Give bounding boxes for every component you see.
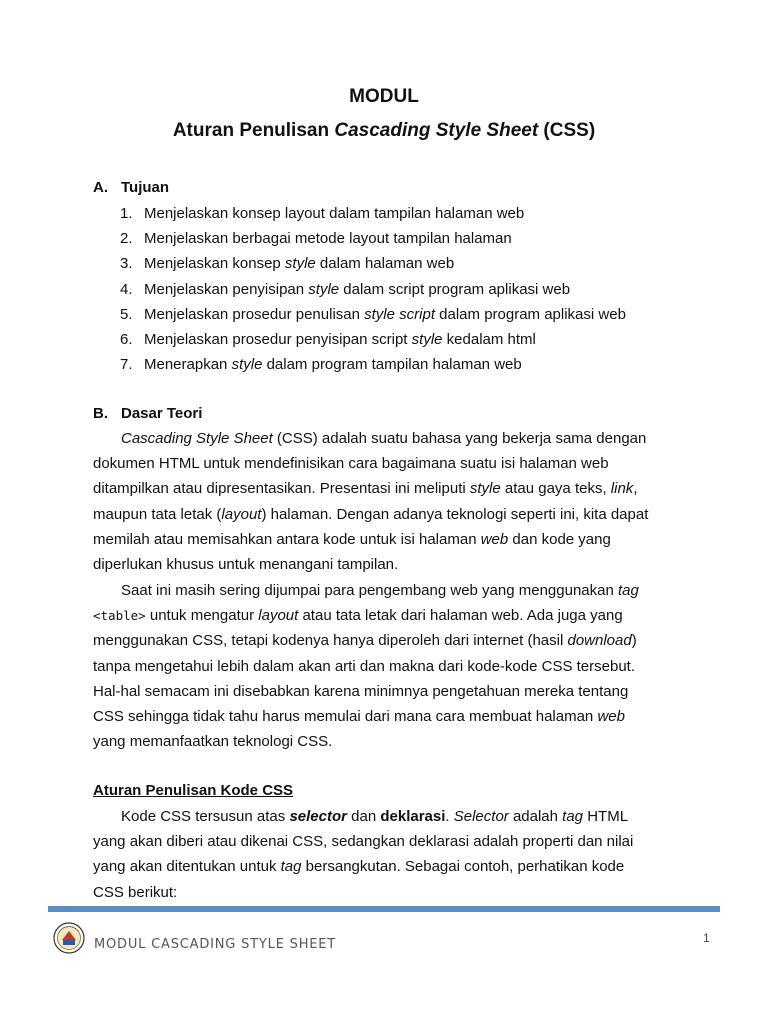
italic-term: style xyxy=(284,255,316,273)
text-run: diperlukan khusus untuk menangani tampilan. xyxy=(93,555,399,573)
text-run: yang memanfaatkan teknologi CSS. xyxy=(93,733,333,751)
italic-term: layout xyxy=(258,607,299,625)
section-b-heading xyxy=(93,405,202,422)
text-run: Menjelaskan konsep layout dalam tampilan halaman web xyxy=(144,205,525,222)
css-rules-paragraph xyxy=(93,804,673,905)
text-run: yang akan ditentukan untuk xyxy=(93,858,281,876)
text-run: atau tata letak dari halaman web. Ada juga yang xyxy=(298,607,623,625)
text-line xyxy=(93,854,673,879)
goal-item xyxy=(120,329,626,354)
section-a-heading xyxy=(93,179,169,196)
subtitle-suffix: (CSS) xyxy=(538,120,596,141)
goals-list xyxy=(120,203,626,379)
text-run: dokumen HTML untuk mendefinisikan cara bagaimana suatu isi halaman web xyxy=(93,455,609,473)
text-run: tanpa mengetahui lebih dalam akan arti dan makna dari kode-kode CSS tersebut. xyxy=(93,657,635,675)
text-run: dalam program tampilan halaman web xyxy=(262,356,522,374)
text-run: bersangkutan. Sebagai contoh, perhatikan kode xyxy=(301,858,625,876)
text-line xyxy=(93,603,673,628)
footer-rule xyxy=(48,906,720,912)
text-line xyxy=(93,829,673,854)
bold-term: deklarasi xyxy=(380,808,446,825)
subtitle-text: Aturan Penulisan xyxy=(172,120,335,141)
text-run: yang akan diberi atau dikenai CSS, sedangkan deklarasi adalah properti dan nilai xyxy=(93,833,634,851)
goal-item xyxy=(120,253,626,278)
text-run: ) halaman. Dengan adanya teknologi seperti ini, kita dapat xyxy=(261,505,649,523)
text-run: memilah atau memisahkan antara kode untuk isi halaman xyxy=(93,530,481,548)
section-a-label: A. xyxy=(93,179,108,196)
section-a-title: Tujuan xyxy=(121,179,170,196)
page-subtitle xyxy=(0,120,768,142)
text-run: Menjelaskan penyisipan xyxy=(144,280,309,298)
goal-item xyxy=(120,354,626,379)
goal-number: 4. xyxy=(120,280,133,298)
text-run: (CSS) adalah suatu bahasa yang bekerja sama dengan xyxy=(272,430,647,447)
italic-term: web xyxy=(597,707,625,725)
italic-term: style xyxy=(308,280,340,298)
italic-term: Selector xyxy=(453,808,509,825)
text-run: dalam script program aplikasi web xyxy=(339,280,571,298)
text-line xyxy=(93,426,673,451)
text-run: HTML xyxy=(583,808,629,825)
italic-term: Cascading Style Sheet xyxy=(121,430,273,447)
section-b-title: Dasar Teori xyxy=(121,405,203,422)
italic-term: style xyxy=(411,330,443,348)
bold-italic-term: selector xyxy=(289,808,347,825)
text-run: untuk mengatur xyxy=(145,607,259,625)
text-line xyxy=(93,880,673,905)
text-run: CSS berikut: xyxy=(93,883,178,901)
text-line xyxy=(93,729,673,754)
footer-title: MODUL CASCADING STYLE SHEET xyxy=(94,937,337,952)
text-line xyxy=(93,552,673,577)
text-run: dalam halaman web xyxy=(315,255,455,273)
page-number: 1 xyxy=(703,931,710,945)
text-run: , xyxy=(633,480,638,498)
text-line xyxy=(93,679,673,704)
text-line xyxy=(93,578,673,603)
text-run: dalam program aplikasi web xyxy=(435,305,626,323)
text-run: Hal-hal semacam ini disebabkan karena minimnya pengetahuan mereka tentang xyxy=(93,682,629,700)
text-run: dan xyxy=(346,808,381,825)
italic-term: tag xyxy=(280,858,302,876)
text-run: kedalam html xyxy=(442,330,536,348)
text-run: Menjelaskan prosedur penyisipan script xyxy=(144,330,412,348)
text-run: maupun tata letak ( xyxy=(93,505,222,523)
css-rules-heading: Aturan Penulisan Kode CSS xyxy=(93,782,294,799)
text-run: atau gaya teks, xyxy=(500,480,611,498)
text-run: Menjelaskan berbagai metode layout tampilan halaman xyxy=(144,230,512,248)
text-run: . xyxy=(445,808,454,825)
subtitle-emphasis: Cascading Style Sheet xyxy=(334,120,539,141)
text-run: Menjelaskan prosedur penulisan xyxy=(144,305,365,323)
goal-item xyxy=(120,304,626,329)
text-line xyxy=(93,502,673,527)
goal-number: 5. xyxy=(120,305,133,323)
italic-term: download xyxy=(567,632,632,650)
goal-number: 6. xyxy=(120,330,133,348)
text-line xyxy=(93,654,673,679)
text-run: Saat ini masih sering dijumpai para pengembang web yang menggunakan xyxy=(121,582,618,599)
text-run: CSS sehingga tidak tahu harus memulai dari mana cara membuat halaman xyxy=(93,707,598,725)
italic-term: link xyxy=(610,480,634,498)
italic-term: style xyxy=(469,480,501,498)
italic-term: style xyxy=(231,356,263,374)
italic-term: layout xyxy=(221,505,262,523)
goal-number: 3. xyxy=(120,255,133,273)
text-line xyxy=(93,451,673,476)
goal-item xyxy=(120,279,626,304)
text-run: ) xyxy=(631,632,637,650)
theory-paragraph-1 xyxy=(93,426,673,577)
text-line xyxy=(93,476,673,501)
goal-number: 2. xyxy=(120,230,133,248)
text-run: ditampilkan atau dipresentasikan. Presentasi ini meliputi xyxy=(93,480,470,498)
italic-term: style script xyxy=(364,305,435,323)
text-run: dan kode yang xyxy=(508,530,611,548)
italic-term: web xyxy=(480,530,509,548)
goal-number: 1. xyxy=(120,205,133,222)
text-line xyxy=(93,527,673,552)
text-run: Menerapkan xyxy=(144,356,232,374)
italic-term: tag xyxy=(562,808,584,825)
text-run: Menjelaskan konsep xyxy=(144,255,285,273)
text-run: adalah xyxy=(508,808,563,825)
goal-item xyxy=(120,203,626,228)
text-run: menggunakan CSS, tetapi kodenya hanya diperoleh dari internet (hasil xyxy=(93,632,568,650)
text-line xyxy=(93,628,673,653)
text-line xyxy=(93,704,673,729)
goal-number: 7. xyxy=(120,356,133,374)
theory-paragraph-2 xyxy=(93,578,673,754)
section-b-label: B. xyxy=(93,405,108,422)
italic-term: tag xyxy=(618,582,639,599)
page-title: MODUL xyxy=(349,86,419,107)
institution-seal-icon xyxy=(53,922,85,954)
goal-item xyxy=(120,228,626,253)
inline-code: <table> xyxy=(93,608,146,624)
text-run: Kode CSS tersusun atas xyxy=(121,808,290,825)
text-line xyxy=(93,804,673,829)
